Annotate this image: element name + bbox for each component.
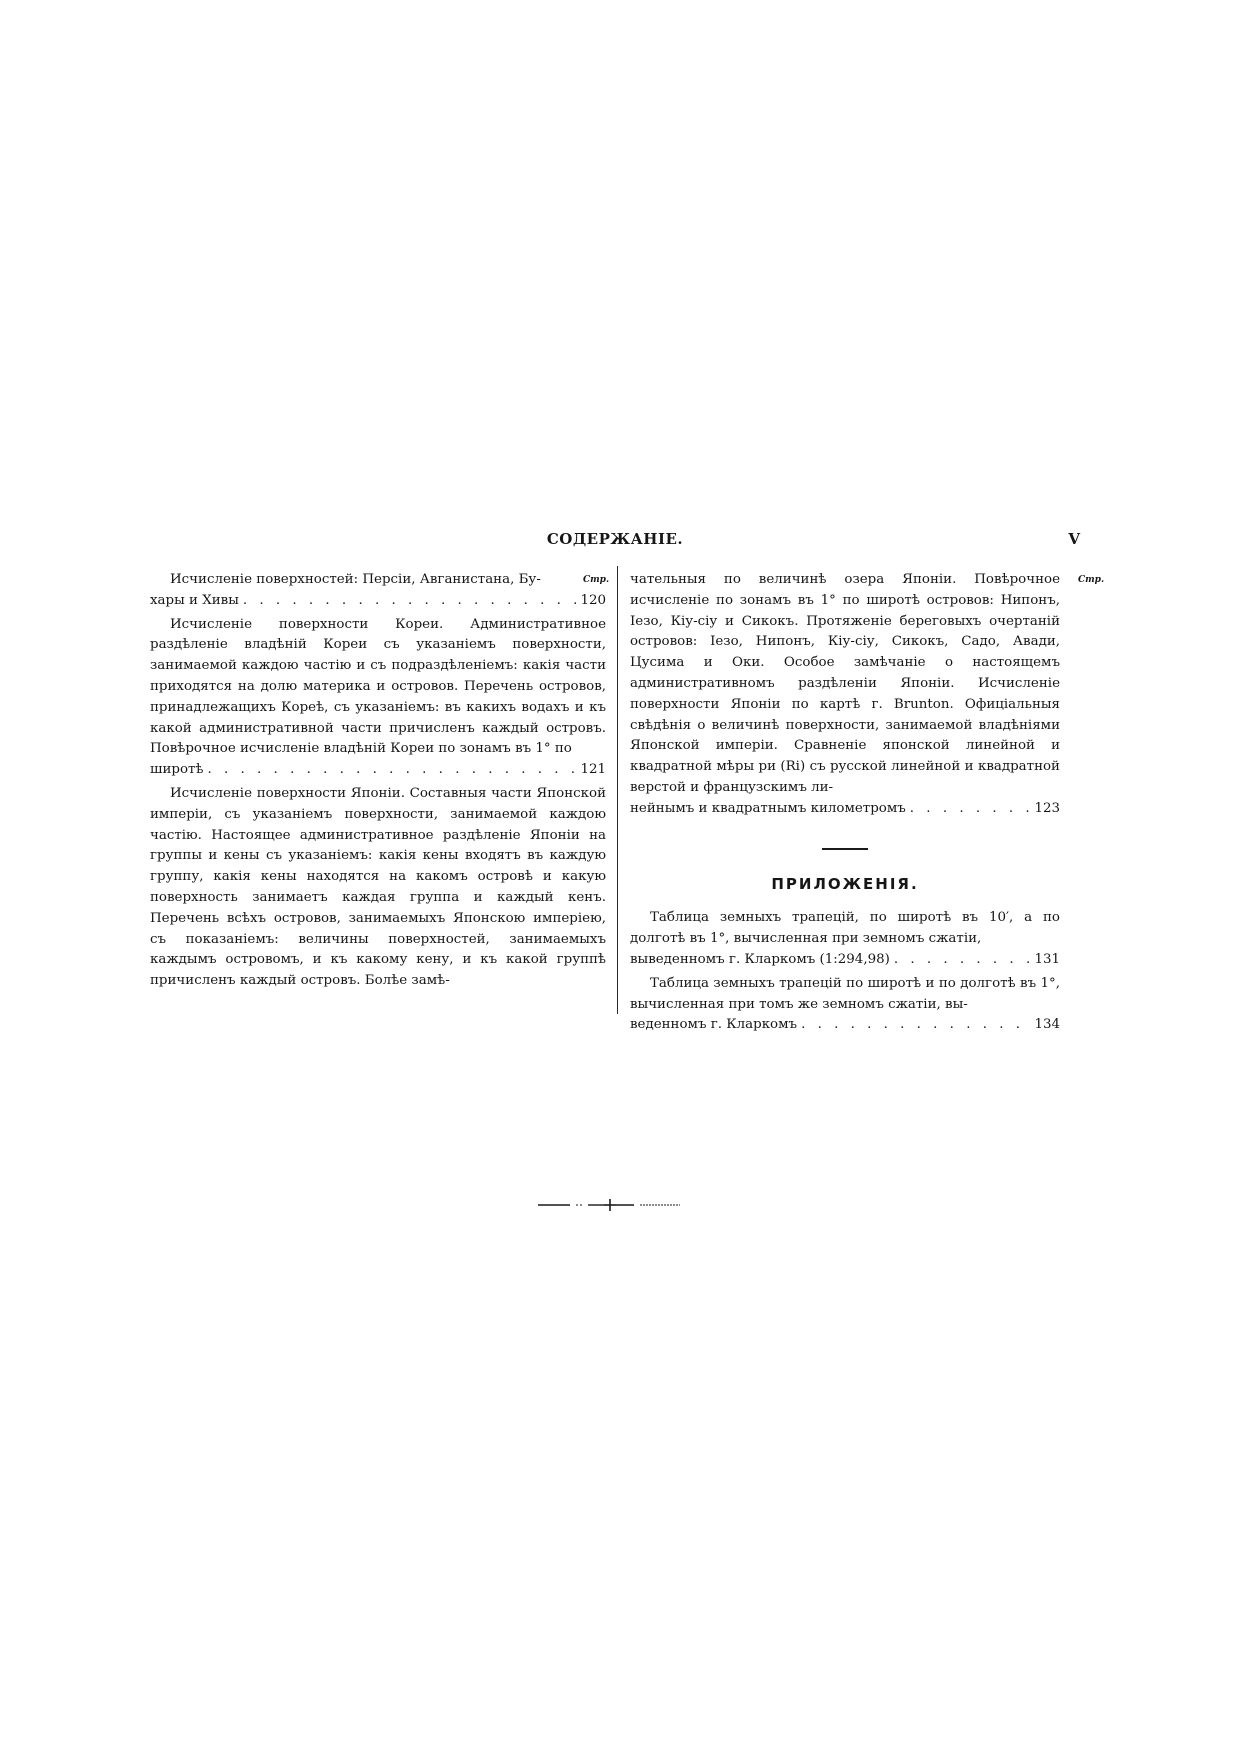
toc-entry-appendix-1[interactable]: [630, 908, 1060, 970]
toc-entry-last-line: веденномъ г. Кларкомъ: [630, 1017, 798, 1033]
toc-entry-japan-continued[interactable]: [630, 570, 1060, 820]
toc-entry-text: Исчисленіе поверхности Японіи. Составныя части Японской имперіи, съ указаніемъ поверхности, занимаемой каждою частію. Настоящее административное раздѣленіе Японіи на группы и кены съ указаніемъ: какія кены входятъ въ каждую группу, какія кены находятся на какомъ островѣ и какую поверхность занимаетъ каждая группа и каждый кенъ. Перечень всѣхъ островов, занимаемыхъ Японскою имперіею, съ показаніемъ: величины поверхностей, занимаемыхъ каждымъ островомъ, и къ какому кену, и къ какой группѣ причисленъ каждый островъ. Болѣе замѣ-: [150, 785, 606, 989]
section-divider: [822, 848, 868, 850]
toc-leader-line: [630, 799, 1060, 820]
dot-leader: [243, 591, 576, 612]
toc-page-number: 134: [1034, 1017, 1060, 1033]
toc-leader-line: [150, 591, 606, 612]
appendix-heading: ПРИЛОЖЕНІЯ.: [771, 874, 919, 893]
page-column-label-left: Стр.: [583, 575, 610, 585]
dot-leader: [894, 950, 1030, 971]
toc-entry-korea[interactable]: [150, 615, 606, 781]
toc-entry-last-line: хары и Хивы: [150, 592, 239, 608]
page-column-label-right: Стр.: [1078, 575, 1105, 585]
toc-leader-line: [630, 950, 1060, 971]
toc-entry-last-line: нейнымъ и квадратнымъ километромъ: [630, 800, 906, 816]
dot-leader: [910, 799, 1030, 820]
page-number: V: [1068, 530, 1080, 548]
page-header: [150, 530, 1080, 554]
toc-page-number: 120: [580, 592, 606, 608]
toc-entry-persia[interactable]: [150, 570, 606, 612]
toc-entry-text: Исчисленіе поверхностей: Персіи, Авганистана, Бу-: [170, 572, 541, 587]
right-column: [630, 570, 1060, 1039]
toc-entry-text: Исчисленіе поверхности Кореи. Административное раздѣленіе владѣній Кореи съ указаніемъ поверхности, занимаемой каждою частію и съ подраздѣленіемъ: какія части приходятся на долю материка и островов. Перечень островов, принадлежащихъ Кореѣ, съ указаніемъ: въ какихъ водахъ и къ какой административной части причисленъ каждый островъ. Повѣрочное исчисленіе владѣній Кореи по зонамъ въ 1° по: [150, 616, 606, 757]
dot-leader: [208, 760, 577, 781]
left-column: [150, 570, 606, 995]
ornament-rule-icon: [530, 1195, 690, 1215]
toc-page-number: 131: [1034, 951, 1060, 967]
toc-entry-appendix-2[interactable]: [630, 974, 1060, 1036]
toc-entry-last-line: широтѣ: [150, 762, 204, 778]
toc-entry-text: Таблица земныхъ трапецій, по широтѣ въ 10′, а по долготѣ въ 1°, вычисленная при земномъ сжатіи,: [630, 910, 1060, 947]
toc-page-number: 123: [1034, 800, 1060, 816]
toc-leader-line: [150, 760, 606, 781]
page-title: СОДЕРЖАНІЕ.: [546, 530, 684, 548]
toc-page-number: 121: [580, 762, 606, 778]
toc-leader-line: [630, 1015, 1060, 1036]
toc-entry-japan[interactable]: [150, 784, 606, 992]
toc-entry-last-line: выведенномъ г. Кларкомъ (1:294,98): [630, 951, 890, 967]
toc-entry-text: Таблица земныхъ трапецій по широтѣ и по долготѣ въ 1°, вычисленная при томъ же земномъ сжатіи, вы-: [630, 975, 1060, 1012]
column-divider: [617, 566, 618, 1014]
end-ornament: [530, 1195, 690, 1215]
toc-entry-text: чательныя по величинѣ озера Японіи. Повѣрочное исчисленіе по зонамъ въ 1° по широтѣ островов: Нипонъ, Іезо, Кіу-сіу и Сикокъ. Протяженіе береговыхъ очертаній островов: Іезо, Нипонъ, Кіу-сіу, Сикокъ, Садо, Авади, Цусима и Оки. Особое замѣчаніе о настоящемъ административномъ раздѣленіи Японіи. Исчисленіе поверхности Японіи по картѣ г. Brunton. Офиціальныя свѣдѣнія о величинѣ поверхности, занимаемой владѣніями Японской имперіи. Сравненіе японской линейной и квадратной мѣры ри (Ri) съ русской линейной и квадратной верстой и французскимъ ли-: [630, 572, 1060, 795]
dot-leader: [801, 1015, 1030, 1036]
